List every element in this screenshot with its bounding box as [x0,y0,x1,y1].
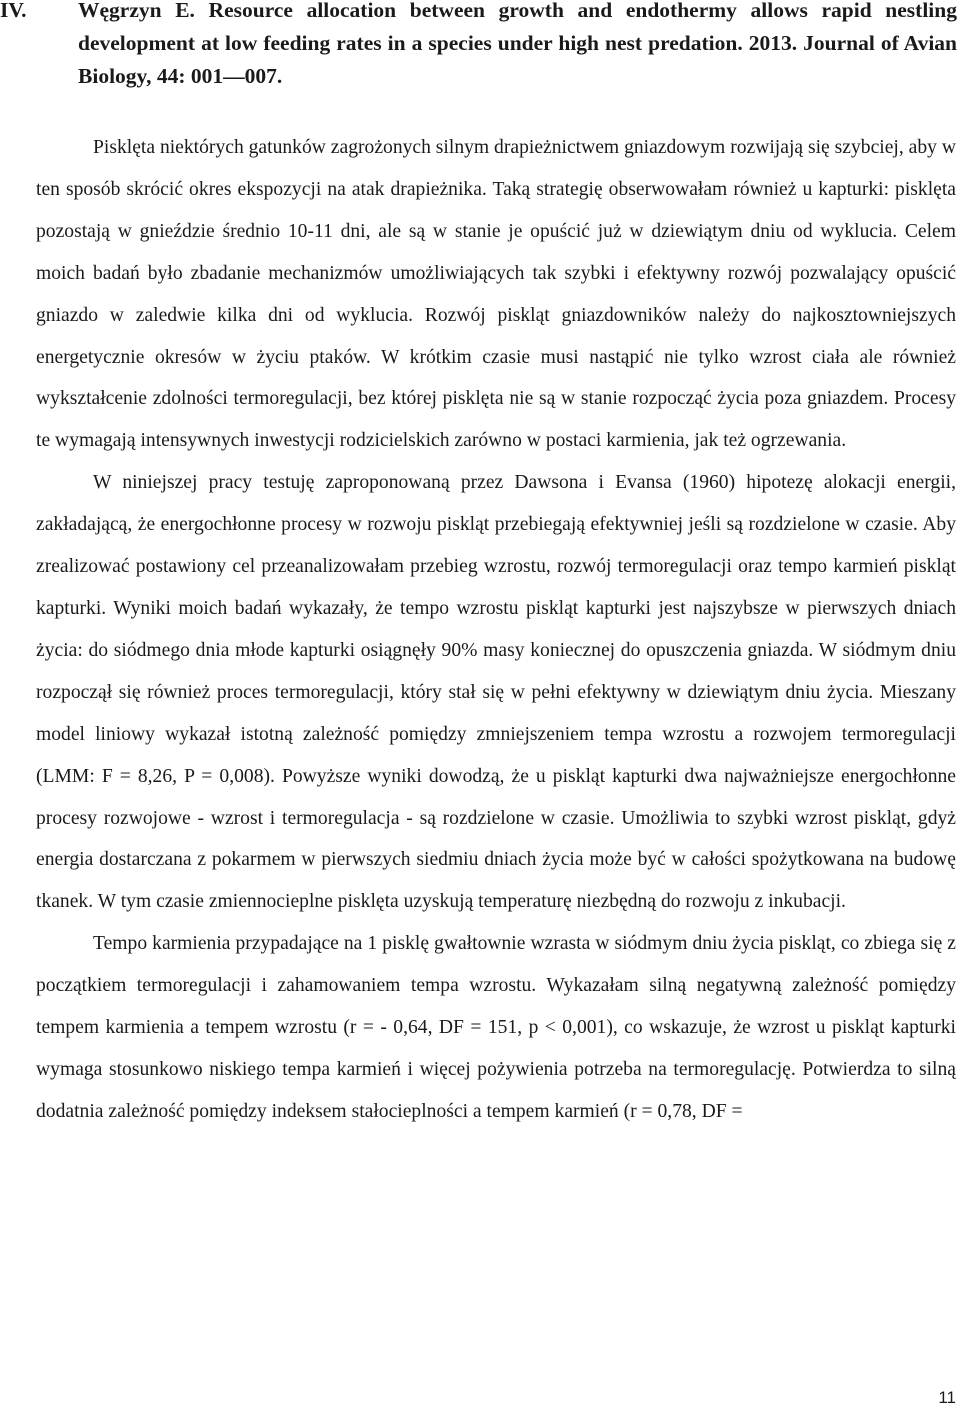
paragraph-3: Tempo karmienia przypadające na 1 pisklę gwałtownie wzrasta w siódmym dniu życia piskląt, co zbiega się z początkiem termoregulacji i zahamowaniem tempa wzrostu. Wykazałam silną negatywną zależność pomiędzy tempem karmienia a tempem wzrostu (r = - 0,64, DF = 151, p < 0,001), co wskazuje, że wzrost u piskląt kapturki wymaga stosunkowo niskiego tempa karmień i więcej pożywienia potrzeba na termoregulację. Potwierdza to silną dodatnia zależność pomiędzy indeksem stałocieplności a tempem karmień (r = 0,78, DF = [36,933,956,1122]
reference-numeral: IV. [0,0,27,22]
publication-reference [0,0,960,93]
reference-citation: Węgrzyn E. Resource allocation between growth and endothermy allows rapid nestling development at low feeding rates in a species under high nest predation. 2013. Journal of Avian Biology, 44: 001—007. [78,0,957,88]
page-number: 11 [938,1388,956,1407]
summary-body [36,127,956,1133]
paragraph-2: W niniejszej pracy testuję zaproponowaną przez Dawsona i Evansa (1960) hipotezę alokacji energii, zakładającą, że energochłonne procesy w rozwoju piskląt przebiegają efektywniej jeśli są rozdzielone w czasie. Aby zrealizować postawiony cel przeanalizowałam przebieg wzrostu, rozwój termoregulacji oraz tempo karmień piskląt kapturki. Wyniki moich badań wykazały, że tempo wzrostu piskląt kapturki jest najszybsze w pierwszych dniach życia: do siódmego dnia młode kapturki osiągnęły 90% masy koniecznej do opuszczenia gniazda. W siódmym dniu rozpoczął się również proces termoregulacji, który stał się w pełni efektywny w dziewiątym dniu życia. Mieszany model liniowy wykazał istotną zależność pomiędzy zmniejszeniem tempa wzrostu a rozwojem termoregulacji (LMM: F = 8,26, P = 0,008). Powyższe wyniki dowodzą, że u piskląt kapturki dwa najważniejsze energochłonne procesy rozwojowe - wzrost i termoregulacja - są rozdzielone w czasie. Umożliwia to szybki wzrost piskląt, gdyż energia dostarczana z pokarmem w pierwszych siedmiu dniach życia może być w całości spożytkowana na budowę tkanek. W tym czasie zmiennocieplne pisklęta uzyskują temperaturę niezbędną do rozwoju z inkubacji. [36,472,956,913]
paragraph-1: Pisklęta niektórych gatunków zagrożonych silnym drapieżnictwem gniazdowym rozwijają się szybciej, aby w ten sposób skrócić okres ekspozycji na atak drapieżnika. Taką strategię obserwowałam również u kapturki: pisklęta pozostają w gnieździe średnio 10-11 dni, ale są w stanie je opuścić już w dziewiątym dniu od wyklucia. Celem moich badań było zbadanie mechanizmów umożliwiających tak szybki i efektywny rozwój pozwalający opuścić gniazdo w zaledwie kilka dni od wyklucia. Rozwój piskląt gniazdowników należy do najkosztowniejszych energetycznie okresów w życiu ptaków. W krótkim czasie musi nastąpić nie tylko wzrost ciała ale również wykształcenie zdolności termoregulacji, bez której pisklęta nie są w stanie rozpocząć życia poza gniazdem. Procesy te wymagają intensywnych inwestycji rodzicielskich zarówno w postaci karmienia, jak też ogrzewania. [36,137,956,452]
